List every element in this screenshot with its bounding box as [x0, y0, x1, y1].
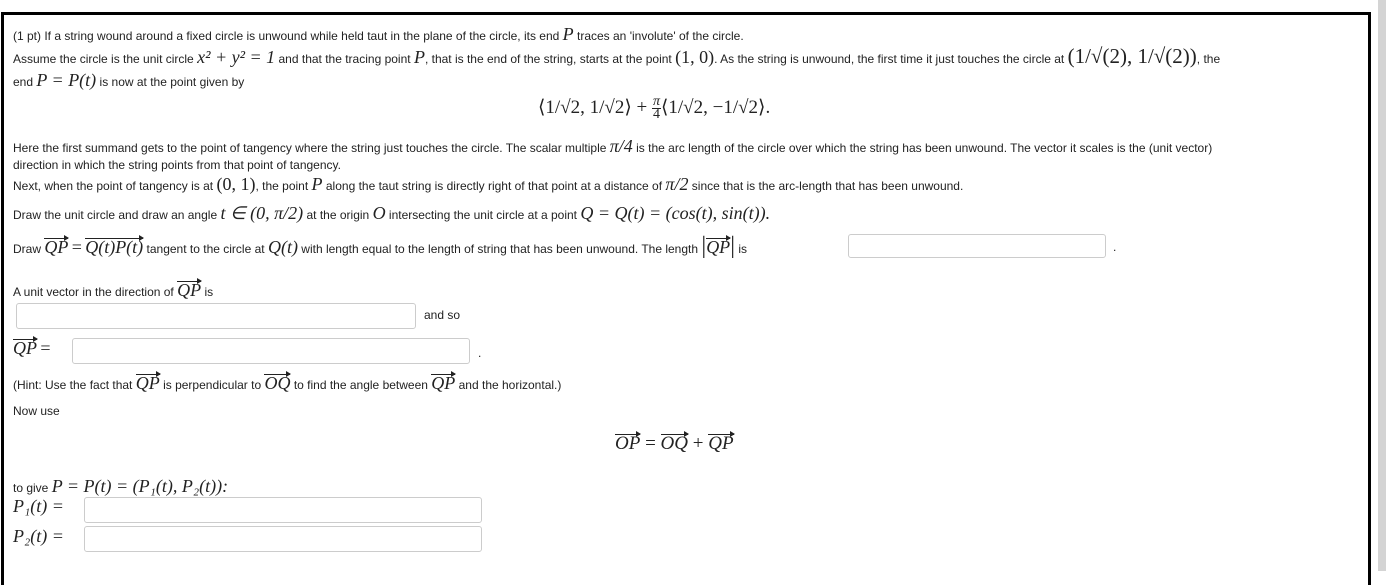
draw-tangent-line: Draw QP = Q(t)P(t) tangent to the circle at Q(t) with length equal to the length of string that has been unwound. The length |QP| is — [13, 233, 748, 259]
period: . — [478, 346, 482, 360]
draw-circle-line: Draw the unit circle and draw an angle t ∈ (0, π/2) at the origin O intersecting the unit circle at a point Q = Q(t) = (cos(t), sin(t)). — [13, 203, 771, 223]
direction-line: direction in which the string points from that point of tangency. — [13, 158, 341, 172]
intro-line: (1 pt) If a string wound around a fixed circle is unwound while held taut in the plane of the circle, its end P traces an 'involute' of the circle. — [13, 24, 744, 44]
unit-vector-line: A unit vector in the direction of QP is — [13, 280, 214, 300]
scrollbar[interactable] — [1378, 0, 1386, 571]
hint-line: (Hint: Use the fact that QP is perpendicular to OQ to find the angle between QP and the horizontal.) — [13, 373, 562, 393]
p2-input[interactable] — [84, 526, 482, 552]
qp-eq-label: QP = — [13, 338, 51, 358]
next-line: Next, when the point of tangency is at (0, 1), the point P along the taut string is directly right of that point at a distance of π/2 since that is the arc-length that has been unwound. — [13, 174, 964, 194]
period: . — [1113, 240, 1117, 254]
end-line: end P = P(t) is now at the point given by — [13, 70, 245, 90]
display-equation-2: OP = OQ + QP — [615, 433, 734, 454]
unit-vector-input[interactable] — [16, 303, 416, 329]
now-use-label: Now use — [13, 404, 60, 418]
p1-input[interactable] — [84, 497, 482, 523]
length-input[interactable] — [848, 234, 1106, 258]
assume-line: Assume the circle is the unit circle x² + y² = 1 and that the tracing point P, that is the end of the string, starts at the point (1, 0). As the string is unwound, the first time it just touches the circle at (1/√(2), 1/√(2)), the — [13, 44, 1221, 68]
qp-input[interactable] — [72, 338, 470, 364]
summand-line: Here the first summand gets to the point of tangency where the string just touches the circle. The scalar multiple π/4 is the arc length of the circle over which the string has been unwound. The vector it scales is the (unit vector) — [13, 136, 1213, 156]
display-equation-1: ⟨1/√2, 1/√2⟩ + $\frac{\pi}{4}$ ⟨1/√2, −1/√2⟩. — [538, 94, 771, 123]
p2-label: P₂(t) = — [13, 526, 64, 546]
p1-label: P₁(t) = — [13, 496, 64, 516]
and-so-label: and so — [424, 308, 461, 322]
to-give-line: to give P = P(t) = (P₁(t), P₂(t)): — [13, 476, 229, 496]
